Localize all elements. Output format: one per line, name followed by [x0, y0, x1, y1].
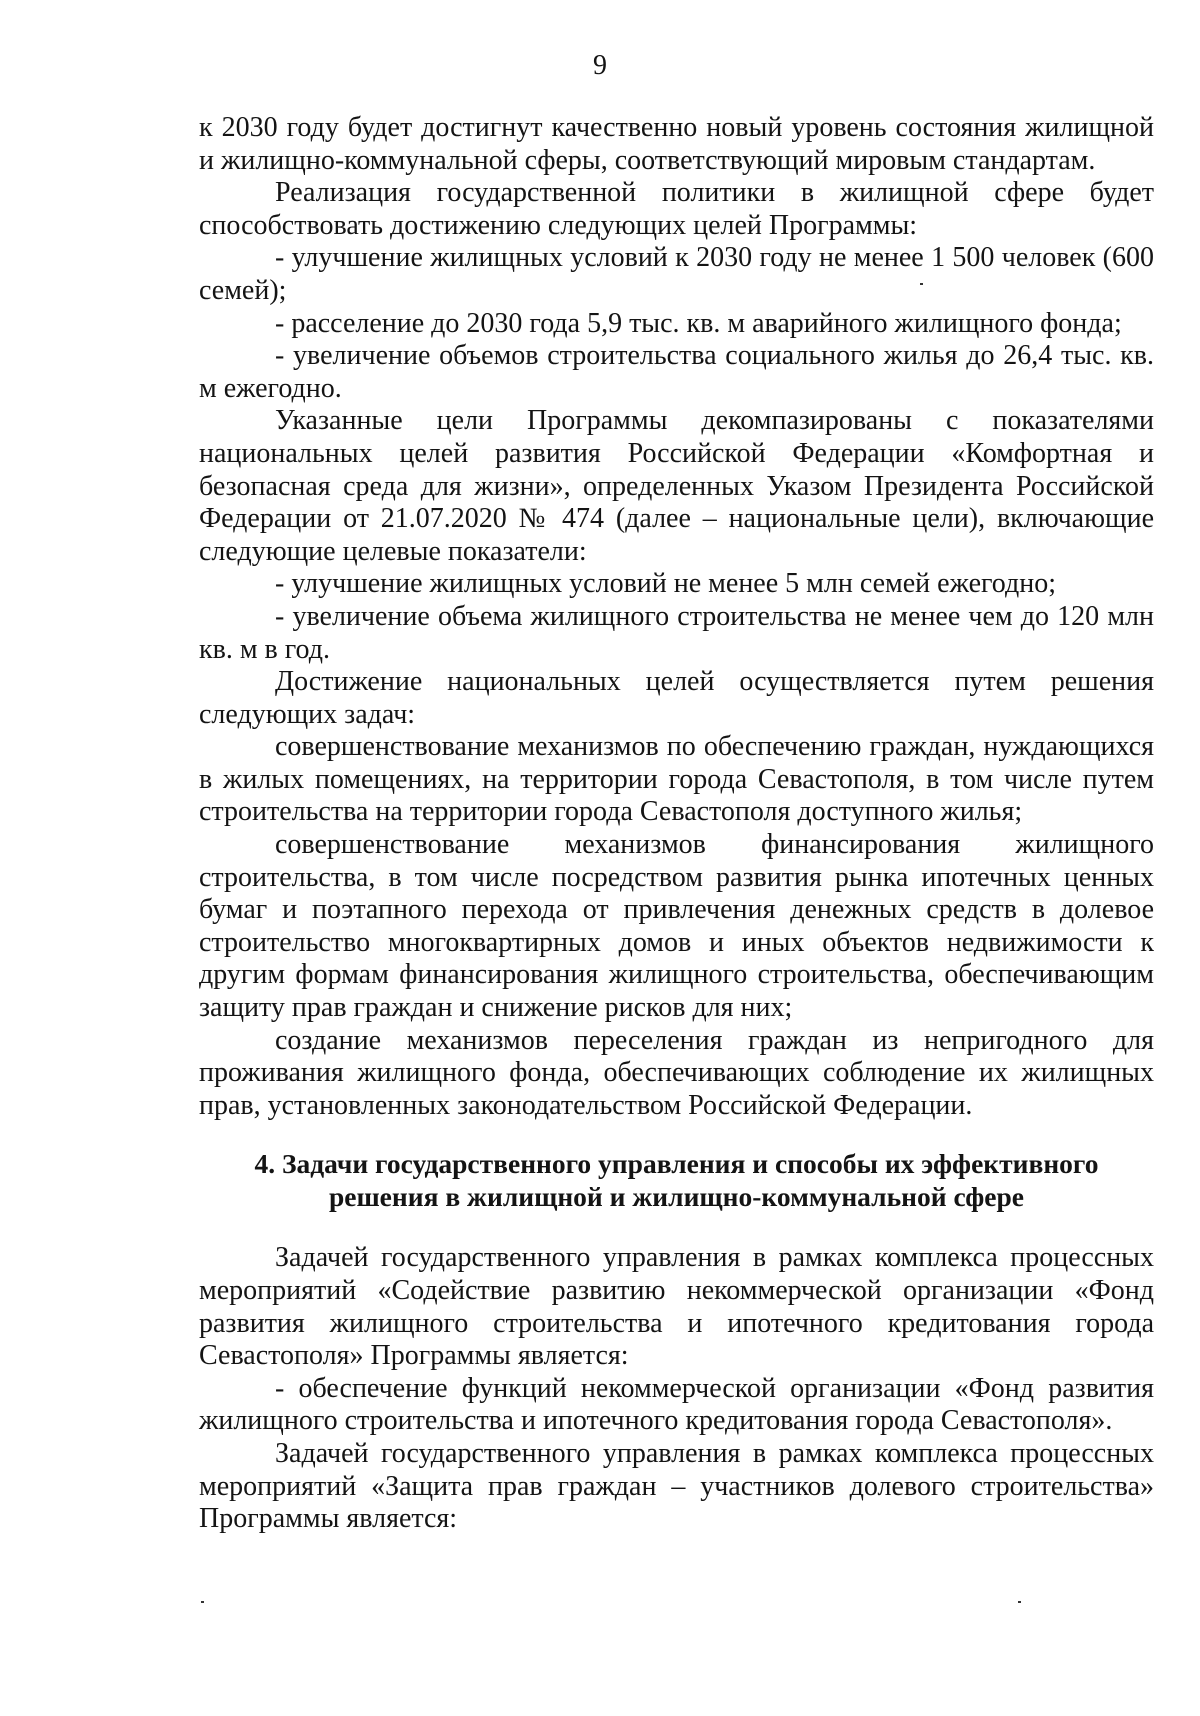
task-item: совершенствование механизмов по обеспечению граждан, нуждающихся в жилых помещениях, на территории города Севастополя, в том числе путем строительства на территории города Севастополя доступного жилья; — [199, 731, 1154, 828]
scan-speck — [201, 1601, 204, 1603]
paragraph: Задачей государственного управления в рамках комплекса процессных мероприятий «Защита прав граждан – участников долевого строительства» Программы является: — [199, 1437, 1154, 1535]
task-item: создание механизмов переселения граждан из непригодного для проживания жилищного фонда, обеспечивающих соблюдение их жилищных прав, установленных законодательством Российской Федерации. — [199, 1024, 1154, 1121]
task-item: совершенствование механизмов финансирования жилищного строительства, в том числе посредством развития рынка ипотечных ценных бумаг и поэтапного перехода от привлечения денежных средств в долевое строительство многоквартирных домов и иных объектов недвижимости к другим формам финансирования жилищного строительства, обеспечивающим защиту прав граждан и снижение рисков для них; — [199, 829, 1154, 1024]
paragraph: Задачей государственного управления в рамках комплекса процессных мероприятий «Содействие развитию некоммерческой организации «Фонд развития жилищного строительства и ипотечного кредитования города Севастополя» Программы является: — [199, 1242, 1154, 1372]
paragraph: Достижение национальных целей осуществляется путем решения следующих задач: — [199, 666, 1154, 730]
list-item: - увеличение объема жилищного строительства не менее чем до 120 млн кв. м в год. — [199, 600, 1154, 665]
paragraph: Реализация государственной политики в жилищной сфере будет способствовать достижению следующих целей Программы: — [199, 177, 1154, 241]
document-body — [199, 112, 1154, 1536]
list-item: - расселение до 2030 года 5,9 тыс. кв. м аварийного жилищного фонда; — [275, 307, 1122, 339]
paragraph: к 2030 году будет достигнут качественно новый уровень состояния жилищной и жилищно-коммунальной сферы, соответствующий мировым стандартам. — [199, 112, 1154, 176]
section-heading — [199, 1147, 1154, 1213]
section-heading-line: 4. Задачи государственного управления и способы их эффективного — [254, 1148, 1099, 1180]
paragraph: Указанные цели Программы декомпазированы с показателями национальных целей развития Российской Федерации «Комфортная и безопасная среда для жизни», определенных Указом Президента Российской Федерации от 21.07.2020 № 474 (далее – национальные цели), включающие следующие целевые показатели: — [199, 405, 1154, 567]
list-item: - обеспечение функций некоммерческой организации «Фонд развития жилищного строительства и ипотечного кредитования города Севастополя». — [199, 1372, 1154, 1437]
list-item: - улучшение жилищных условий не менее 5 млн семей ежегодно; — [275, 568, 1056, 600]
scan-speck — [1018, 1601, 1021, 1603]
section-heading-line: решения в жилищной и жилищно-коммунальной сфере — [328, 1181, 1025, 1213]
page-number: 9 — [593, 50, 607, 81]
list-item: - улучшение жилищных условий к 2030 году не менее 1 500 человек (600 семей); — [199, 242, 1154, 306]
scan-speck — [920, 283, 923, 285]
list-item: - увеличение объемов строительства социального жилья до 26,4 тыс. кв. м ежегодно. — [199, 340, 1154, 404]
